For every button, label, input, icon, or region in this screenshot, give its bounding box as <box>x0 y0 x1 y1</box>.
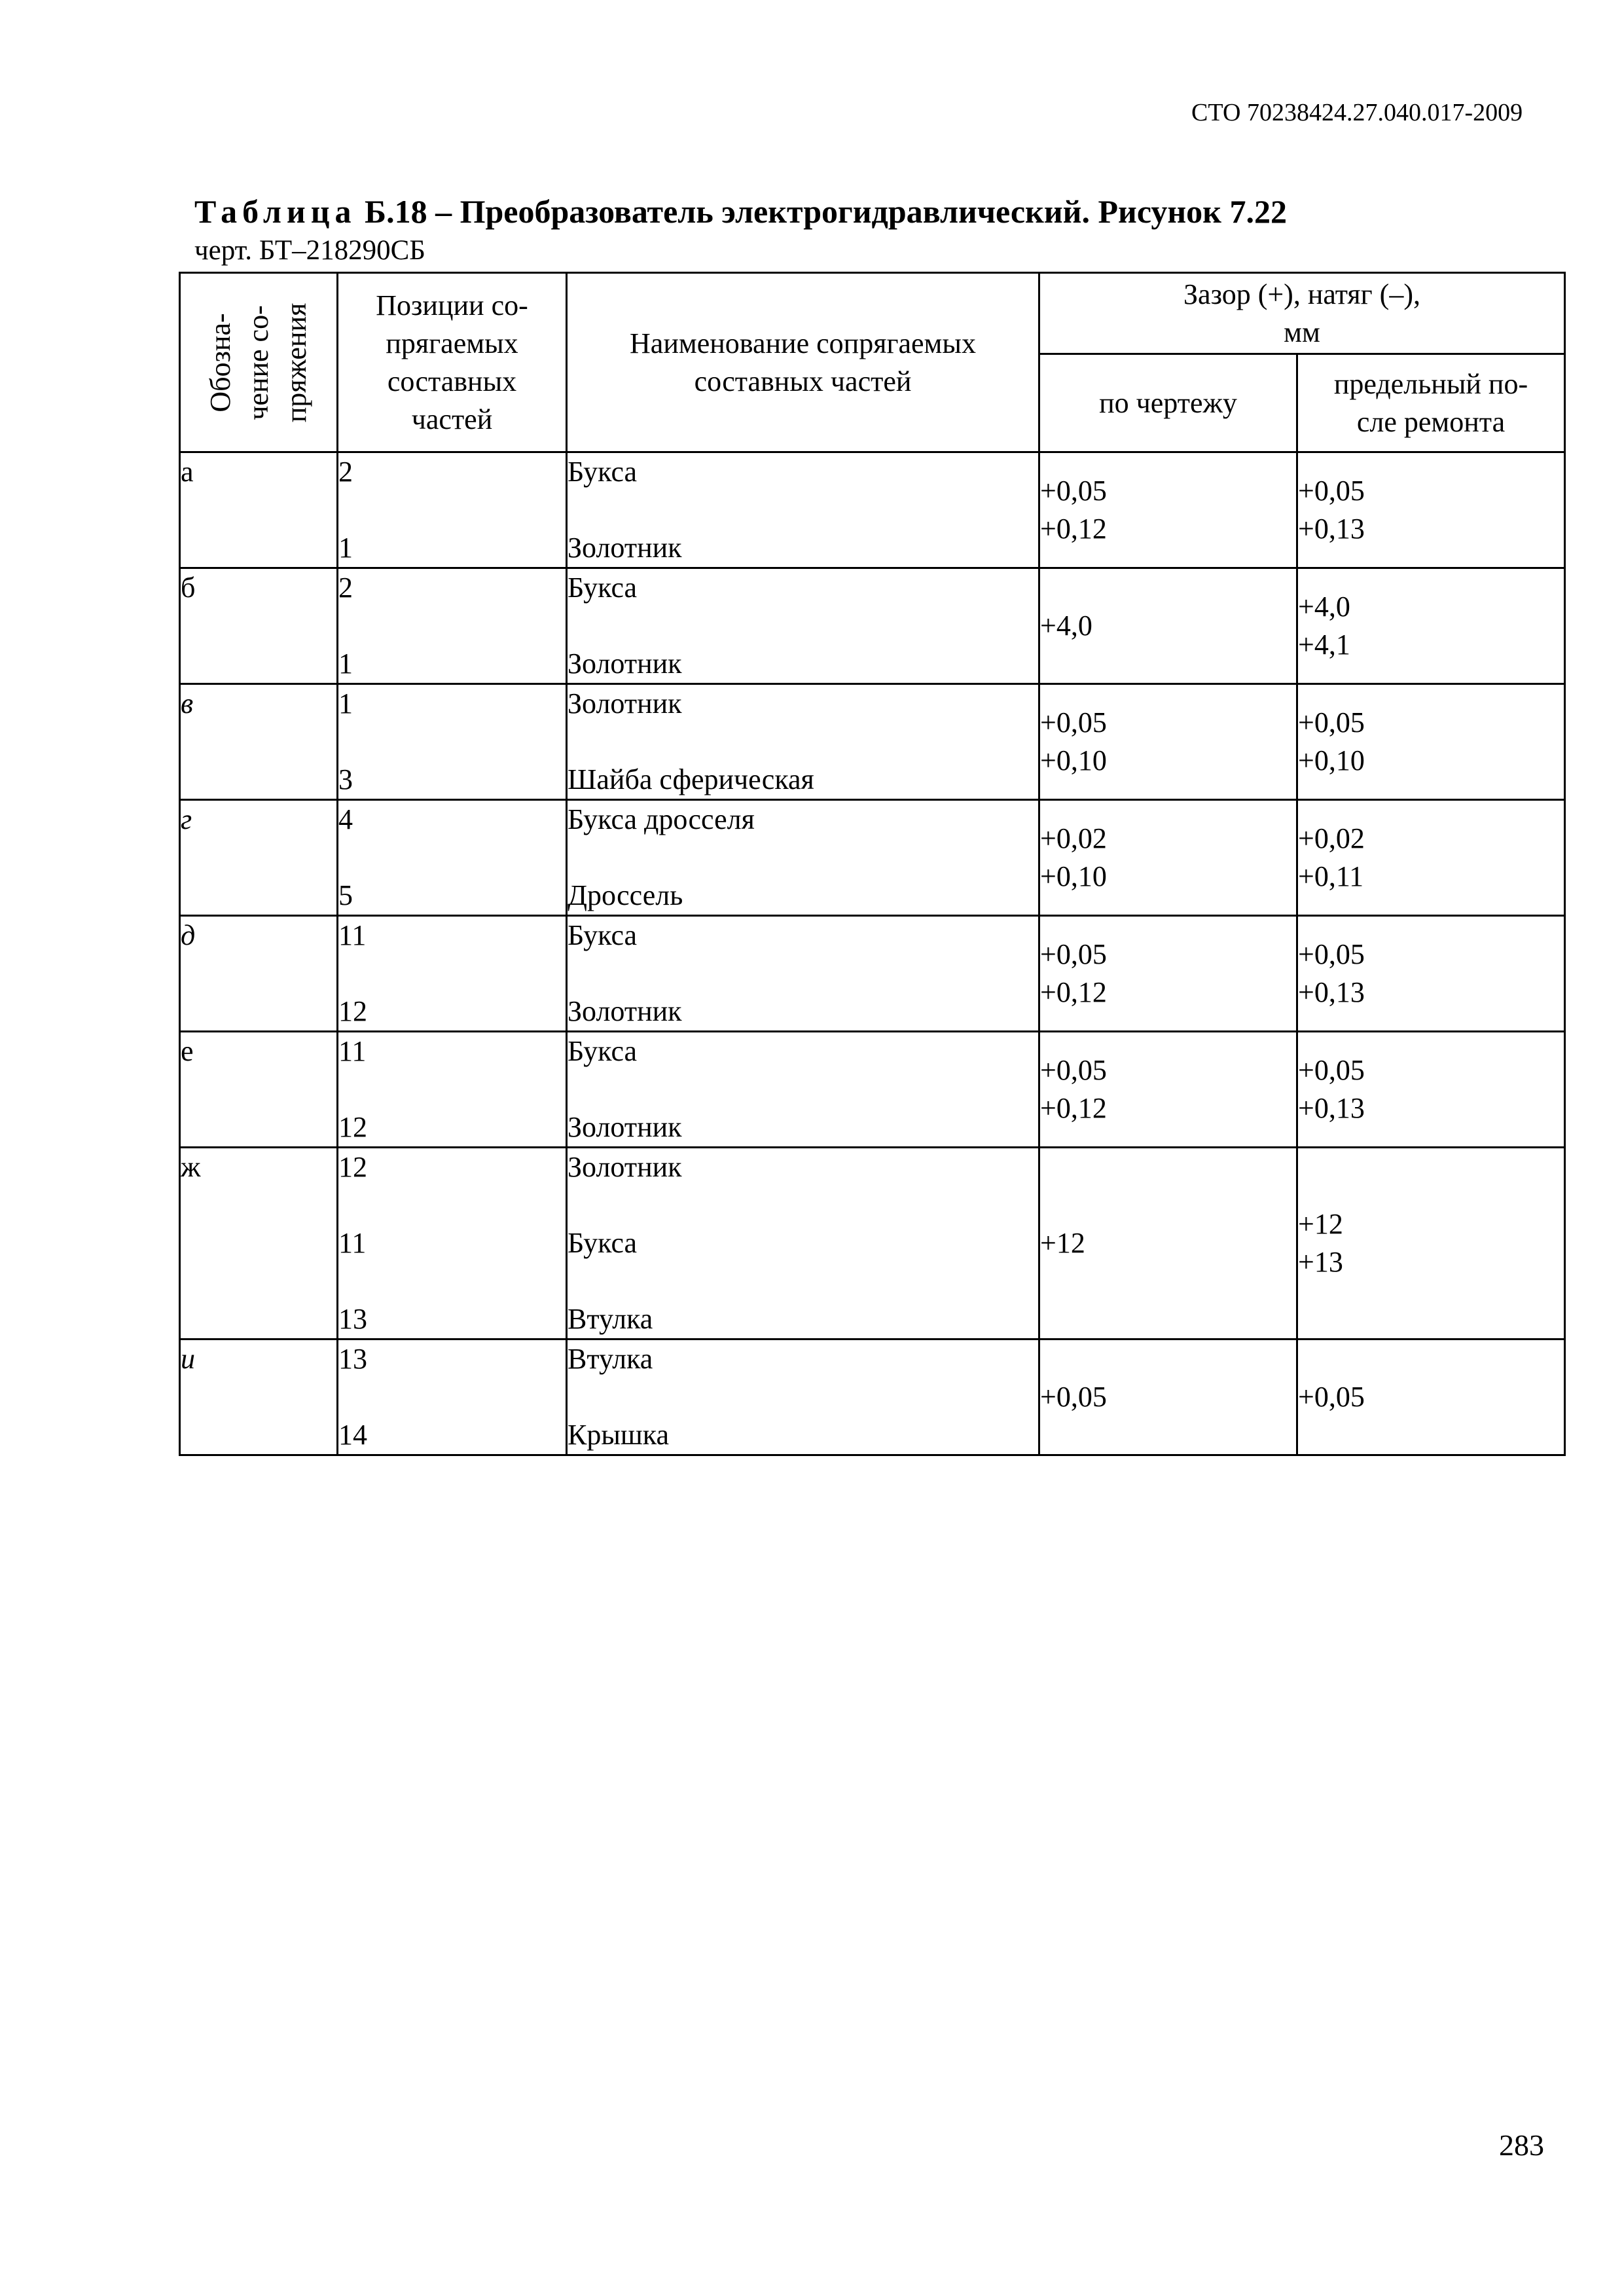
part-name <box>568 1378 1038 1416</box>
part-name: Букса <box>568 1227 638 1259</box>
cell-limit-after-repair <box>1297 1339 1565 1455</box>
cell-positions <box>338 916 567 1032</box>
cell-designation: и <box>180 1339 338 1455</box>
header-clearance: Зазор (+), натяг (–), мм <box>1039 273 1565 354</box>
part-name: Золотник <box>568 1111 682 1143</box>
position-number: 1 <box>338 687 353 720</box>
part-name: Золотник <box>568 995 682 1027</box>
clearance-value: +0,10 <box>1040 744 1107 776</box>
cell-by-drawing <box>1039 684 1297 800</box>
clearance-value: +0,05 <box>1298 938 1365 970</box>
position-number: 12 <box>338 995 367 1027</box>
clearance-value: +12 <box>1298 1208 1343 1240</box>
part-name: Золотник <box>568 687 682 720</box>
position-number <box>338 1262 566 1300</box>
position-number: 11 <box>338 1035 367 1067</box>
clearance-value: +0,12 <box>1040 513 1107 545</box>
clearance-value: +0,05 <box>1040 1054 1107 1086</box>
cell-part-names <box>567 1032 1039 1148</box>
part-name <box>568 955 1038 993</box>
part-name <box>568 1070 1038 1108</box>
position-number: 4 <box>338 803 353 835</box>
part-name <box>568 491 1038 529</box>
cell-part-names <box>567 568 1039 684</box>
position-number <box>338 1186 566 1224</box>
cell-designation: е <box>180 1032 338 1148</box>
position-number <box>338 955 566 993</box>
part-name <box>568 1262 1038 1300</box>
clearance-value: +13 <box>1298 1246 1343 1278</box>
clearance-value: +0,05 <box>1040 706 1107 738</box>
cell-limit-after-repair <box>1297 452 1565 568</box>
part-name: Крышка <box>568 1419 670 1451</box>
clearance-value: +0,05 <box>1040 938 1107 970</box>
part-name: Втулка <box>568 1303 653 1335</box>
clearance-value: +0,12 <box>1040 976 1107 1008</box>
part-name <box>568 607 1038 645</box>
position-number <box>338 491 566 529</box>
cell-by-drawing <box>1039 916 1297 1032</box>
cell-positions <box>338 684 567 800</box>
part-name: Букса дросселя <box>568 803 755 835</box>
cell-by-drawing <box>1039 1148 1297 1339</box>
position-number: 3 <box>338 763 353 795</box>
page-number: 283 <box>1499 2128 1544 2162</box>
part-name: Шайба сферическая <box>568 763 814 795</box>
header-by-drawing: по чертежу <box>1039 354 1297 452</box>
position-number <box>338 607 566 645</box>
clearance-value: +4,0 <box>1040 610 1092 642</box>
cell-designation: в <box>180 684 338 800</box>
position-number: 11 <box>338 1227 367 1259</box>
table-row <box>180 568 1565 684</box>
position-number <box>338 839 566 877</box>
cell-positions <box>338 1339 567 1455</box>
cell-limit-after-repair <box>1297 800 1565 916</box>
cell-limit-after-repair <box>1297 1148 1565 1339</box>
table-row <box>180 1032 1565 1148</box>
table-row <box>180 800 1565 916</box>
cell-positions <box>338 1032 567 1148</box>
clearance-value: +0,02 <box>1040 822 1107 854</box>
part-name <box>568 723 1038 761</box>
clearance-value: +0,11 <box>1298 860 1364 892</box>
clearance-value: +0,05 <box>1040 475 1107 507</box>
part-name <box>568 839 1038 877</box>
table-title <box>194 192 1287 230</box>
header-designation-text: Обозна- чение со- пряжения <box>204 302 312 422</box>
clearance-value: +0,05 <box>1298 1381 1365 1413</box>
table-title-prefix: Таблица <box>194 193 357 230</box>
cell-limit-after-repair <box>1297 1032 1565 1148</box>
position-number: 13 <box>338 1303 367 1335</box>
cell-designation: б <box>180 568 338 684</box>
cell-designation: а <box>180 452 338 568</box>
cell-part-names <box>567 684 1039 800</box>
cell-by-drawing <box>1039 452 1297 568</box>
table-body <box>180 452 1565 1455</box>
cell-designation: ж <box>180 1148 338 1339</box>
cell-by-drawing <box>1039 1339 1297 1455</box>
cell-by-drawing <box>1039 568 1297 684</box>
cell-designation: г <box>180 800 338 916</box>
clearance-value: +12 <box>1040 1227 1085 1259</box>
cell-limit-after-repair <box>1297 916 1565 1032</box>
cell-limit-after-repair <box>1297 684 1565 800</box>
header-designation <box>180 273 338 452</box>
position-number: 5 <box>338 879 353 911</box>
part-name: Втулка <box>568 1343 653 1375</box>
cell-by-drawing <box>1039 1032 1297 1148</box>
clearance-value: +0,10 <box>1298 744 1365 776</box>
clearance-value: +4,1 <box>1298 629 1350 661</box>
mating-parts-table <box>179 272 1566 1456</box>
position-number: 13 <box>338 1343 367 1375</box>
clearance-value: +0,02 <box>1298 822 1365 854</box>
header-names: Наименование сопрягаемых составных частей <box>567 273 1039 452</box>
part-name: Золотник <box>568 647 682 680</box>
part-name: Золотник <box>568 1151 682 1183</box>
part-name: Дроссель <box>568 879 683 911</box>
table-row <box>180 1148 1565 1339</box>
cell-part-names <box>567 1339 1039 1455</box>
position-number: 12 <box>338 1111 367 1143</box>
position-number: 14 <box>338 1419 367 1451</box>
cell-designation: д <box>180 916 338 1032</box>
position-number: 2 <box>338 572 353 604</box>
cell-part-names <box>567 1148 1039 1339</box>
cell-positions <box>338 1148 567 1339</box>
table-row <box>180 1339 1565 1455</box>
position-number: 1 <box>338 647 353 680</box>
cell-positions <box>338 568 567 684</box>
clearance-value: +0,13 <box>1298 1092 1365 1124</box>
clearance-value: +0,05 <box>1298 475 1365 507</box>
table-row <box>180 916 1565 1032</box>
table-subtitle: черт. БТ–218290СБ <box>194 235 425 266</box>
clearance-value: +0,12 <box>1040 1092 1107 1124</box>
cell-by-drawing <box>1039 800 1297 916</box>
position-number: 12 <box>338 1151 367 1183</box>
table-row <box>180 684 1565 800</box>
clearance-value: +0,13 <box>1298 513 1365 545</box>
clearance-value: +0,05 <box>1298 1054 1365 1086</box>
clearance-value: +0,10 <box>1040 860 1107 892</box>
clearance-value: +0,05 <box>1040 1381 1107 1413</box>
cell-part-names <box>567 800 1039 916</box>
clearance-value: +4,0 <box>1298 591 1350 623</box>
cell-part-names <box>567 452 1039 568</box>
part-name: Букса <box>568 572 638 604</box>
position-number <box>338 1378 566 1416</box>
part-name: Букса <box>568 919 638 951</box>
part-name: Букса <box>568 456 638 488</box>
cell-positions <box>338 800 567 916</box>
table-title-text: Б.18 – Преобразователь электрогидравлический. Рисунок 7.22 <box>356 193 1287 230</box>
cell-part-names <box>567 916 1039 1032</box>
position-number: 11 <box>338 919 367 951</box>
cell-limit-after-repair <box>1297 568 1565 684</box>
position-number <box>338 1070 566 1108</box>
cell-positions <box>338 452 567 568</box>
part-name: Золотник <box>568 532 682 564</box>
position-number: 1 <box>338 532 353 564</box>
position-number <box>338 723 566 761</box>
clearance-value: +0,13 <box>1298 976 1365 1008</box>
clearance-value: +0,05 <box>1298 706 1365 738</box>
header-positions: Позиции со- прягаемых составных частей <box>338 273 567 452</box>
position-number: 2 <box>338 456 353 488</box>
part-name <box>568 1186 1038 1224</box>
table-row <box>180 452 1565 568</box>
document-code: СТО 70238424.27.040.017-2009 <box>1191 99 1523 126</box>
part-name: Букса <box>568 1035 638 1067</box>
header-limit-after-repair: предельный по- сле ремонта <box>1297 354 1565 452</box>
